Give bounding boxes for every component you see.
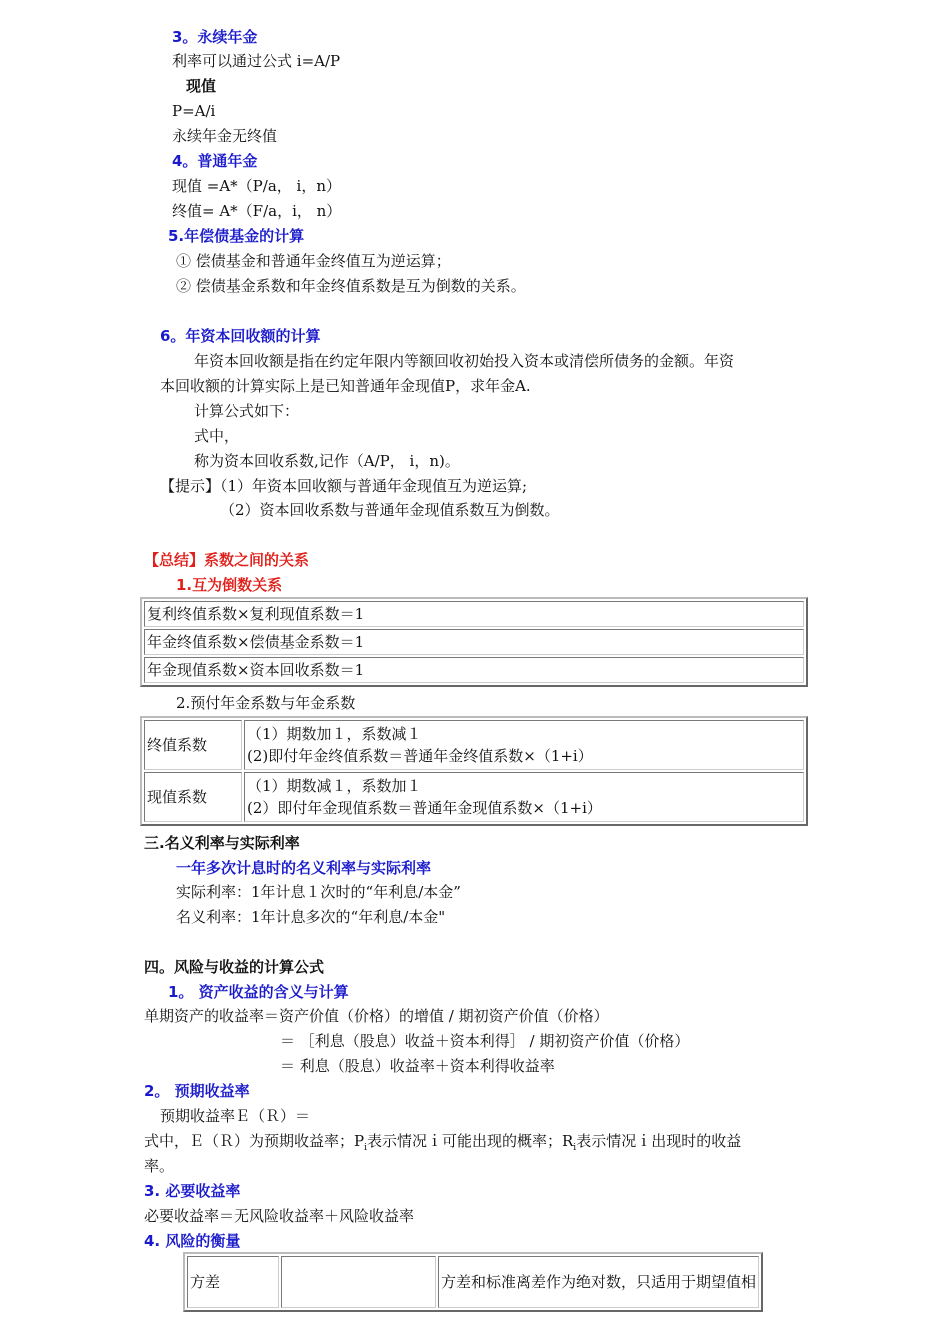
s6-paragraph: 年资本回收额是指在约定年限内等额回收初始投入资本或清偿所债务的金额。年资 <box>194 352 735 370</box>
sec4-s1: 1。 资产收益的含义与计算 <box>168 983 349 1001</box>
s6-title: 6。年资本回收额的计算 <box>160 327 321 345</box>
sec4-formula: ＝ ［利息（股息）收益＋资本利得］ / 期初资产价值（价格） <box>280 1032 690 1050</box>
sec3-sub: 一年多次计息时的名义利率与实际利率 <box>176 859 432 877</box>
s6-line: 式中， <box>194 427 240 445</box>
sec4-line: 预期收益率Ｅ（Ｒ）＝ <box>160 1107 311 1125</box>
s3-line: 现值 <box>186 77 217 95</box>
table-row: 年金终值系数×偿债基金系数＝1 <box>144 629 804 655</box>
table-line: （1）期数加１，系数减１ <box>247 725 422 743</box>
sec4-formula: ＝ 利息（股息）收益率＋资本利得收益率 <box>280 1057 555 1075</box>
s6-line: 称为资本回收系数,记作（A/P， i，n)。 <box>194 452 460 470</box>
s6-tip: 【提示】（1）年资本回收额与普通年金现值互为逆运算; <box>160 477 528 495</box>
sec4-formula: 单期资产的收益率＝资产价值（价格）的增值 / 期初资产价值（价格） <box>144 1007 609 1025</box>
table-cell: 现值系数 <box>144 772 242 822</box>
sec4-s2: 2。 预期收益率 <box>144 1082 250 1100</box>
table-line: （1）期数减１，系数加１ <box>247 777 422 795</box>
s6-paragraph: 本回收额的计算实际上是已知普通年金现值P，求年金A. <box>160 377 531 395</box>
s4-line: 现值 =A*（P/a， i，n） <box>172 177 341 195</box>
reciprocal-table <box>140 597 808 687</box>
summary-sub1: 1.互为倒数关系 <box>176 576 283 594</box>
sec3-title: 三.名义利率与实际利率 <box>144 834 300 852</box>
table-line: (2）即付年金现值系数＝普通年金现值系数×（1+i） <box>247 799 602 817</box>
prepaid-table <box>140 716 808 826</box>
s4-line: 终值= A*（F/a，i， n） <box>172 202 342 220</box>
s5-title: 5.年偿债基金的计算 <box>168 227 305 245</box>
table-cell: 方差 <box>187 1256 279 1308</box>
s3-title: 3。永续年金 <box>172 28 258 46</box>
sec4-line: 式中，Ｅ（Ｒ）为预期收益率；$P_i$表示情况ｉ可能出现的概率；$R_i$表示情况ｉ出现时的收益 <box>144 1132 742 1153</box>
table-row: 年金现值系数×资本回收系数＝1 <box>144 657 804 683</box>
s3-line: P=A/i <box>172 102 216 120</box>
table-cell: 方差和标准离差作为绝对数，只适用于期望值相 <box>438 1256 759 1308</box>
summary-title: 【总结】系数之间的关系 <box>144 551 310 569</box>
s6-tip: （2）资本回收系数与普通年金现值系数互为倒数。 <box>220 501 560 519</box>
sec4-s3: 3. 必要收益率 <box>144 1182 241 1200</box>
table-cell <box>244 772 804 822</box>
sec4-line: 必要收益率＝无风险收益率＋风险收益率 <box>144 1207 415 1225</box>
s6-line: 计算公式如下： <box>194 402 300 420</box>
summary-sub2: 2.预付年金系数与年金系数 <box>176 694 356 712</box>
s4-title: 4。普通年金 <box>172 152 258 170</box>
s3-line: 永续年金无终值 <box>172 127 278 145</box>
s5-line: ② 偿债基金系数和年金终值系数是互为倒数的关系。 <box>176 277 526 295</box>
risk-table <box>183 1252 763 1312</box>
sec3-line: 实际利率：1年计息１次时的“年利息/本金” <box>176 883 461 901</box>
table-cell: 终值系数 <box>144 720 242 770</box>
sec4-title: 四。风险与收益的计算公式 <box>144 958 325 976</box>
s5-line: ① 偿债基金和普通年金终值互为逆运算； <box>176 252 451 270</box>
table-line: (2)即付年金终值系数＝普通年金终值系数×（1+i） <box>247 747 593 765</box>
sec4-s4: 4. 风险的衡量 <box>144 1232 241 1250</box>
sec3-line: 名义利率：1年计息多次的“年利息/本金" <box>176 908 446 926</box>
table-row: 复利终值系数×复利现值系数＝1 <box>144 601 804 627</box>
table-cell <box>244 720 804 770</box>
s3-line: 利率可以通过公式 i=A/P <box>172 52 341 70</box>
table-cell <box>281 1256 436 1308</box>
sec4-line: 率。 <box>144 1157 175 1175</box>
